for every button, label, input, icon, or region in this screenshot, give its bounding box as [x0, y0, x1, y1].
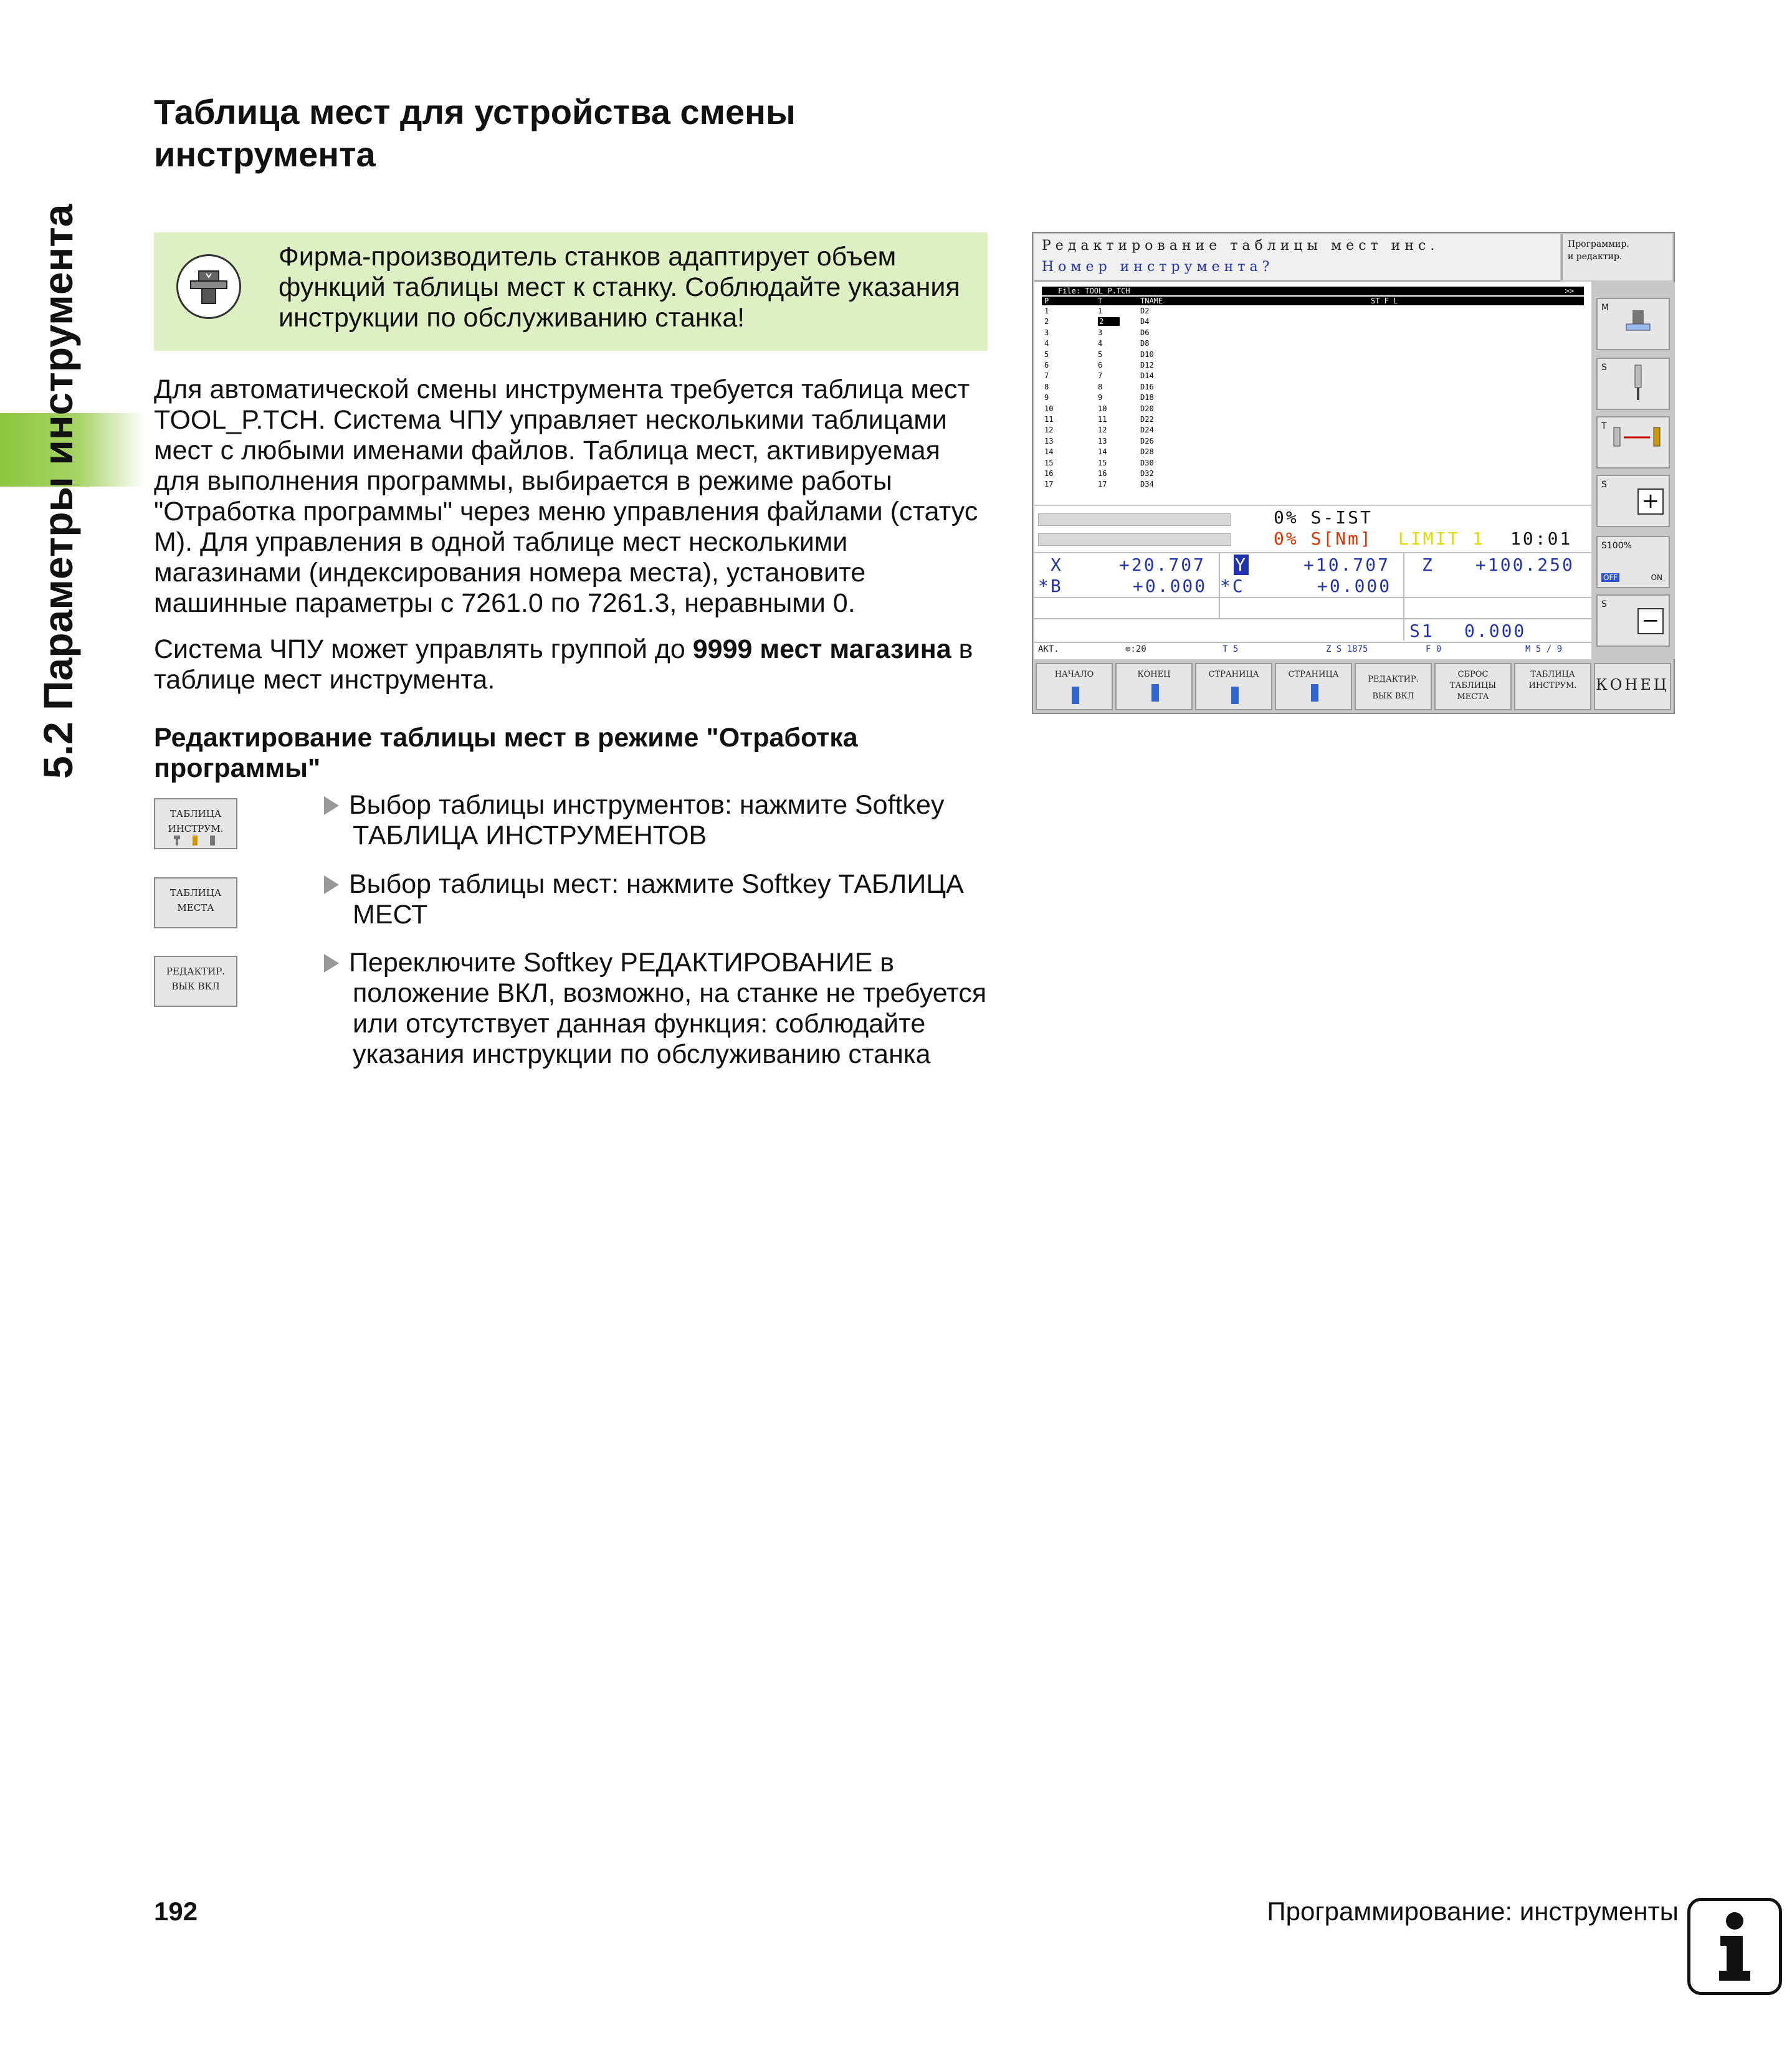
table-row[interactable]: 13 13 D26: [1044, 436, 1154, 445]
softkey-edit-toggle[interactable]: РЕДАКТИР. ВЫК ВКЛ: [1355, 663, 1432, 710]
step-item: Выбор таблицы мест: нажмите Softkey ТАБЛИЦА МЕСТ: [324, 869, 997, 930]
softkey-spindle-plus[interactable]: S +: [1596, 475, 1670, 527]
axis-c-value: +0.000: [1317, 576, 1392, 596]
file-bar: File: TOOL_P.TCH >>: [1042, 287, 1584, 295]
status-feed: F 0: [1426, 644, 1442, 654]
softkey-spindle-override[interactable]: S100% OFF ON: [1596, 536, 1670, 588]
softkey-spindle-minus[interactable]: S −: [1596, 594, 1670, 647]
body-paragraph: Система ЧПУ может управлять группой до 9999 мест магазина в таблице мест инструмента.: [154, 634, 973, 695]
spindle-bar: [1038, 513, 1231, 526]
table-row[interactable]: 1 1 D2: [1044, 307, 1150, 315]
softkey-page-down[interactable]: СТРАНИЦА: [1275, 663, 1352, 710]
pocket-table: [1034, 282, 1591, 505]
bullet-triangle-icon: [324, 954, 339, 973]
table-row[interactable]: 8 8 D16: [1044, 382, 1154, 391]
axis-c-label: *C: [1220, 576, 1245, 596]
status-active: АКТ.: [1038, 644, 1059, 654]
axis-x-value: +20.707: [1119, 555, 1206, 575]
table-row[interactable]: 15 15 D30: [1044, 458, 1154, 467]
table-row[interactable]: 12 12 D24: [1044, 426, 1154, 435]
s-ist-readout: 0% S-IST: [1274, 507, 1373, 528]
arrow-up-icon: [1231, 687, 1239, 704]
softkey-tool-t[interactable]: T: [1596, 416, 1670, 469]
cnc-mode-title: Редактирование таблицы мест инс.: [1042, 238, 1439, 254]
arrow-down-icon: [1311, 684, 1318, 702]
axis-b-label: *B: [1038, 576, 1063, 596]
status-misc: M 5 / 9: [1525, 644, 1563, 654]
table-row[interactable]: 16 16 D32: [1044, 469, 1154, 478]
softkey-tool-table[interactable]: ТАБЛИЦА ИНСТРУМ.: [1514, 663, 1591, 710]
arrow-up-icon: [1072, 687, 1079, 704]
footer-chapter-title: Программирование: инструменты: [1267, 1897, 1679, 1926]
table-row[interactable]: 14 14 D28: [1044, 447, 1154, 457]
softkey-machine-m[interactable]: M: [1596, 298, 1670, 350]
table-row[interactable]: 17 17 D34: [1044, 480, 1154, 489]
spindle-s1-value: 0.000: [1464, 621, 1527, 641]
axis-y-value: +10.707: [1303, 555, 1391, 575]
axis-z-value: +100.250: [1475, 555, 1575, 575]
page-title: Таблица мест для устройства смены инструмента: [154, 92, 796, 174]
softkey-begin[interactable]: НАЧАЛО: [1036, 663, 1113, 710]
section-tab-title: 5.2 Параметры инструмента: [35, 204, 81, 779]
table-row[interactable]: 10 10 D20: [1044, 404, 1154, 413]
softkey-page-up[interactable]: СТРАНИЦА: [1195, 663, 1272, 710]
table-row[interactable]: 2 2 D4: [1044, 317, 1150, 326]
axis-z-label: Z: [1422, 555, 1434, 575]
softkey-reset-pocket-table[interactable]: СБРОС ТАБЛИЦЫ МЕСТА: [1434, 663, 1512, 710]
cnc-prompt: Номер инструмента?: [1042, 259, 1274, 275]
axis-b-value: +0.000: [1133, 576, 1208, 596]
torque-bar: [1038, 533, 1231, 546]
status-feed-ovr: ⊕:20: [1125, 644, 1146, 654]
bullet-triangle-icon: [324, 875, 339, 894]
status-tool: T 5: [1222, 644, 1239, 654]
softkey-tool-table-image: ТАБЛИЦА ИНСТРУМ.: [154, 798, 237, 849]
clock-readout: 10:01: [1510, 528, 1573, 549]
table-row[interactable]: 3 3 D6: [1044, 328, 1150, 337]
axis-y-label: Y: [1235, 555, 1247, 575]
machine-manufacturer-icon: [176, 254, 241, 319]
axis-x-label: X: [1051, 555, 1063, 575]
step-item: Переключите Softkey РЕДАКТИРОВАНИЕ в положение ВКЛ, возможно, на станке не требуется или отсутствует данная функция: соблюдайте указания инструкции по обслуживанию станка: [324, 948, 997, 1070]
table-row[interactable]: 7 7 D14: [1044, 371, 1154, 381]
arrow-down-icon: [1151, 684, 1159, 702]
body-paragraph: Для автоматической смены инструмента требуется таблица мест TOOL_P.TCH. Система ЧПУ управляет несколькими таблицами мест с любыми именами файлов. Таблица мест, активируемая для выполнения программы, выбирается в режиме работы "Отработка программы" через меню управления файлами (статус M). Для управления в одной таблице мест несколькими магазинами (индексирования номера места), установите машинные параметры с 7261.0 по 7261.3, неравными 0.: [154, 374, 978, 618]
spindle-s1-label: S1: [1409, 621, 1434, 641]
s-nm-readout: 0% S[Nm]: [1274, 528, 1373, 549]
bullet-triangle-icon: [324, 796, 339, 815]
table-row[interactable]: 6 6 D12: [1044, 361, 1154, 369]
table-row[interactable]: 9 9 D18: [1044, 393, 1154, 402]
softkey-end[interactable]: КОНЕЦ: [1115, 663, 1193, 710]
section-subheading: Редактирование таблицы мест в режиме "Отработка программы": [154, 723, 858, 783]
softkey-pocket-table-image: ТАБЛИЦА МЕСТА: [154, 877, 237, 928]
cnc-program-mode-box: Программир. и редактир.: [1561, 234, 1672, 280]
table-header: P T TNAME ST F L: [1042, 297, 1584, 305]
info-icon: [1687, 1898, 1782, 1995]
softkey-end-exit[interactable]: КОНЕЦ: [1594, 663, 1671, 710]
table-row[interactable]: 5 5 D10: [1044, 350, 1154, 359]
softkey-spindle-s[interactable]: S: [1596, 358, 1670, 410]
table-row[interactable]: 4 4 D8: [1044, 339, 1150, 348]
softkey-edit-image: РЕДАКТИР. ВЫК ВКЛ: [154, 956, 237, 1007]
step-item: Выбор таблицы инструментов: нажмите Softkey ТАБЛИЦА ИНСТРУМЕНТОВ: [324, 790, 997, 851]
page-number: 192: [154, 1897, 198, 1926]
manufacturer-note-text: Фирма-производитель станков адаптирует объем функций таблицы мест к станку. Соблюдайте указания инструкции по обслуживанию станка!: [279, 242, 960, 333]
table-row[interactable]: 11 11 D22: [1044, 415, 1154, 424]
status-spindle: Z S 1875: [1326, 644, 1368, 654]
limit-readout: LIMIT 1: [1398, 528, 1485, 549]
